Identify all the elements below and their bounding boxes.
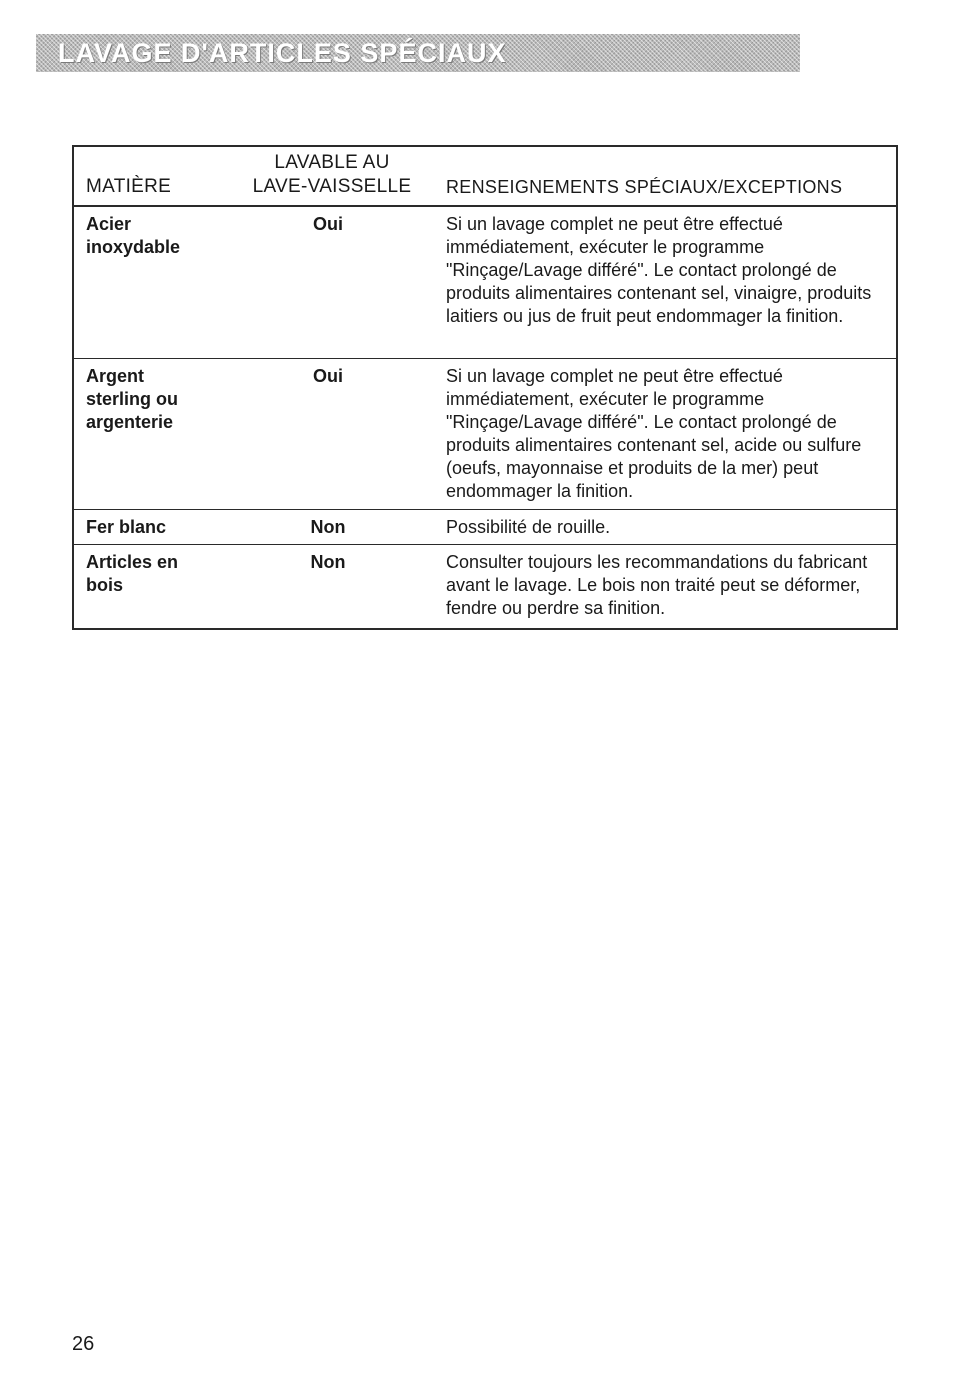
row-material: Argent sterling ou argenterie — [86, 366, 179, 432]
header-renseignements: RENSEIGNEMENTS SPÉCIAUX/EXCEPTIONS — [446, 177, 843, 197]
table-header — [74, 147, 896, 207]
header-matiere: MATIÈRE — [86, 176, 172, 197]
table-row — [74, 545, 896, 628]
special-items-table — [72, 145, 898, 630]
row-dishwasher-safe: Non — [310, 517, 346, 537]
row-notes: Consulter toujours les recommandations du fabricant avant le lavage. Le bois non traité peut se déformer, fendre ou perdre sa finition. — [446, 552, 868, 618]
table-row — [74, 510, 896, 545]
row-material: Fer blanc — [86, 517, 167, 537]
row-material: Acier inoxydable — [86, 214, 181, 257]
page-number: 26 — [72, 1333, 95, 1355]
row-dishwasher-safe: Oui — [313, 214, 343, 234]
section-title-banner — [36, 34, 800, 72]
row-dishwasher-safe: Oui — [313, 366, 343, 386]
row-notes: Si un lavage complet ne peut être effectué immédiatement, exécuter le programme "Rinçage/Lavage différé". Le contact prolongé de produits alimentaires contenant sel, vinaigre, produits laitiers ou jus de fruit peut endommager la finition. — [446, 214, 872, 326]
header-lavable-line2: LAVE-VAISSELLE — [252, 176, 412, 197]
row-notes: Si un lavage complet ne peut être effectué immédiatement, exécuter le programme "Rinçage/Lavage différé". Le contact prolongé de produits alimentaires contenant sel, acide ou sulfure (oeufs, mayonnaise et produits de la mer) peut endommager la finition. — [446, 366, 862, 501]
table-row — [74, 207, 896, 359]
table-row — [74, 359, 896, 510]
row-material: Articles en bois — [86, 552, 179, 595]
row-notes: Possibilité de rouille. — [446, 517, 611, 537]
section-title: LAVAGE D'ARTICLES SPÉCIAUX — [58, 38, 507, 68]
row-dishwasher-safe: Non — [310, 552, 346, 572]
header-lavable-line1: LAVABLE AU — [274, 152, 390, 173]
